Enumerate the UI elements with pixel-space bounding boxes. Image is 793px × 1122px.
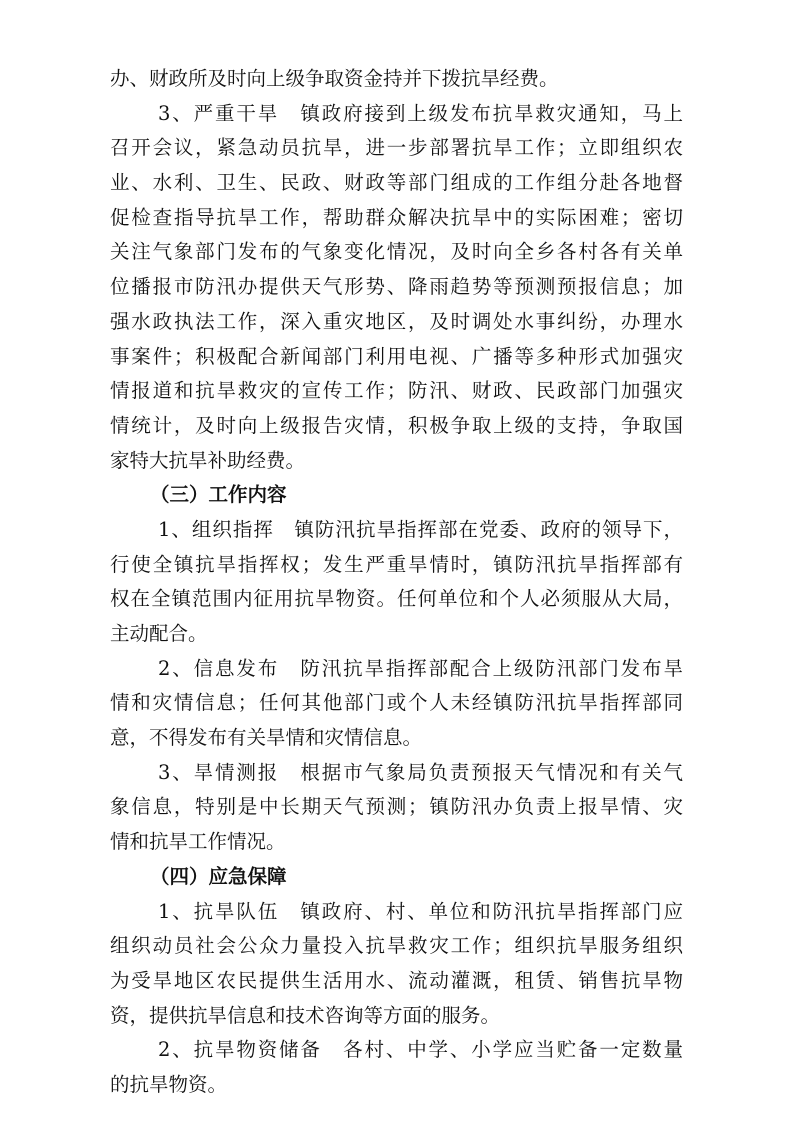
paragraph-line: 权在全镇范围内征用抗旱物资。任何单位和个人必须服从大局， xyxy=(110,587,683,611)
paragraph-line: 的抗旱物资。 xyxy=(110,1072,228,1096)
paragraph-line: 主动配合。 xyxy=(110,622,208,645)
paragraph-line: 1、抗旱队伍 镇政府、村、单位和防汛抗旱指挥部门应 xyxy=(158,899,683,923)
paragraph-line: 强水政执法工作，深入重灾地区，及时调处水事纠纷，办理水 xyxy=(110,309,683,333)
paragraph-line: 情统计，及时向上级报告灾情，积极争取上级的支持，争取国 xyxy=(110,413,683,437)
paragraph-line: 业、水利、卫生、民政、财政等部门组成的工作组分赴各地督 xyxy=(110,171,683,195)
paragraph-line: 1、组织指挥 镇防汛抗旱指挥部在党委、政府的领导下， xyxy=(158,517,683,541)
paragraph-line: 召开会议，紧急动员抗旱，进一步部署抗旱工作；立即组织农 xyxy=(110,136,683,160)
paragraph-line: 2、抗旱物资储备 各村、中学、小学应当贮备一定数量 xyxy=(158,1038,683,1062)
paragraph-line: 办、财政所及时向上级争取资金持并下拨抗旱经费。 xyxy=(110,67,559,90)
section-heading: （四）应急保障 xyxy=(150,864,287,888)
paragraph-line: 象信息，特别是中长期天气预测；镇防汛办负责上报旱情、灾 xyxy=(110,795,683,819)
paragraph-line: 为受旱地区农民提供生活用水、流动灌溉，租赁、销售抗旱物 xyxy=(110,968,683,992)
paragraph-line: 情报道和抗旱救灾的宣传工作；防汛、财政、民政部门加强灾 xyxy=(110,379,683,403)
paragraph-line: 2、信息发布 防汛抗旱指挥部配合上级防汛部门发布旱 xyxy=(158,656,683,680)
paragraph-line: 情和灾情信息；任何其他部门或个人未经镇防汛抗旱指挥部同 xyxy=(110,691,683,715)
paragraph-line: 关注气象部门发布的气象变化情况，及时向全乡各村各有关单 xyxy=(110,240,683,264)
paragraph-line: 行使全镇抗旱指挥权；发生严重旱情时，镇防汛抗旱指挥部有 xyxy=(110,552,683,576)
paragraph-line: 意，不得发布有关旱情和灾情信息。 xyxy=(110,726,423,750)
paragraph-line: 组织动员社会公众力量投入抗旱救灾工作；组织抗旱服务组织 xyxy=(110,934,683,958)
section-heading: （三）工作内容 xyxy=(150,483,287,507)
paragraph-line: 促检查指导抗旱工作，帮助群众解决抗旱中的实际困难；密切 xyxy=(110,205,683,229)
paragraph-line: 3、旱情测报 根据市气象局负责预报天气情况和有关气 xyxy=(158,760,683,784)
paragraph-line: 3、严重干旱 镇政府接到上级发布抗旱救灾通知，马上 xyxy=(158,101,683,125)
paragraph-line: 资，提供抗旱信息和技术咨询等方面的服务。 xyxy=(110,1003,501,1027)
paragraph-line: 事案件；积极配合新闻部门利用电视、广播等多种形式加强灾 xyxy=(110,344,683,368)
paragraph-line: 情和抗旱工作情况。 xyxy=(110,830,286,854)
paragraph-line: 家特大抗旱补助经费。 xyxy=(110,448,306,472)
paragraph-line: 位播报市防汛办提供天气形势、降雨趋势等预测预报信息；加 xyxy=(110,275,683,299)
